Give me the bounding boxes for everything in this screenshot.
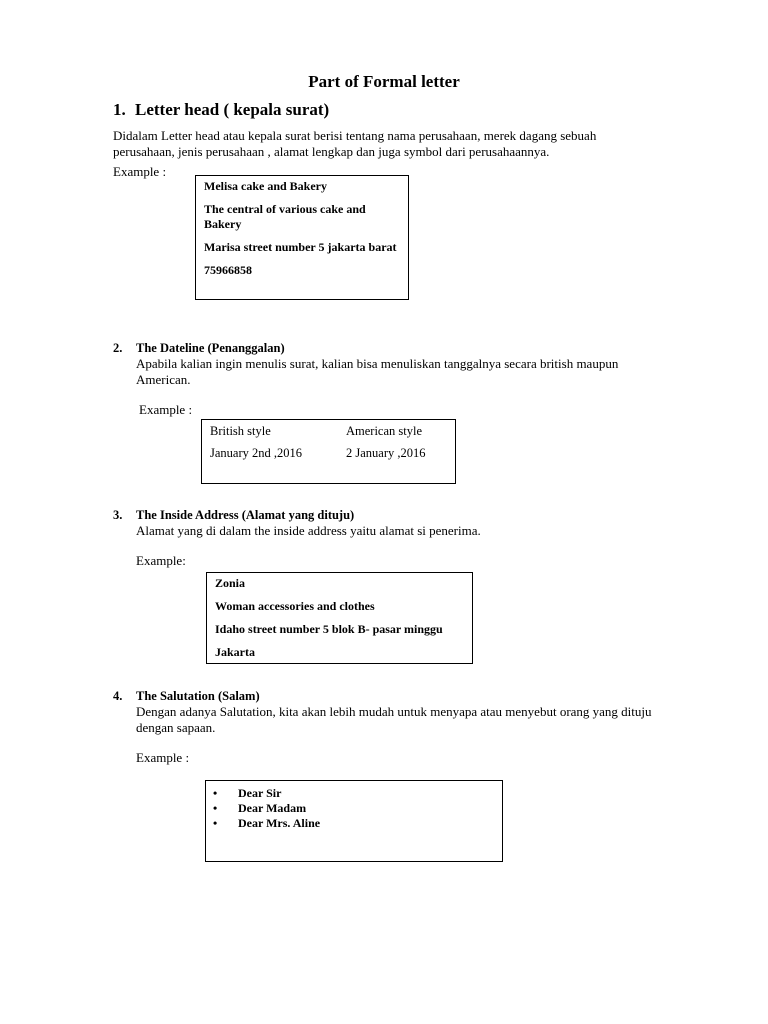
section2-number: 2. (113, 341, 123, 355)
british-style-date: January 2nd ,2016 (210, 446, 302, 460)
section1-example-label: Example : (113, 164, 167, 179)
list-item (206, 816, 502, 831)
section4-number: 4. (113, 689, 123, 703)
letterhead-line: Melisa cake and Bakery (204, 179, 327, 193)
letterhead-line: The central of various cake and Bakery (204, 202, 366, 231)
letterhead-line: Marisa street number 5 jakarta barat (204, 240, 397, 254)
bullet-icon: • (213, 816, 218, 830)
section2-example-label: Example : (139, 402, 193, 417)
american-style-header: American style (346, 424, 423, 438)
section2-description: Apabila kalian ingin menulis surat, kalian bisa menuliskan tanggalnya secara british maupun American. (136, 356, 619, 387)
salutation-text: Dear Madam (238, 801, 307, 815)
section3-description: Alamat yang di dalam the inside address yaitu alamat si penerima. (136, 523, 481, 538)
section4-heading: The Salutation (Salam) (136, 689, 260, 703)
inside-address-line: Woman accessories and clothes (215, 599, 375, 613)
salutation-list (206, 786, 502, 831)
section1-number: 1. (113, 100, 126, 119)
inside-address-line: Zonia (215, 576, 246, 590)
salutation-text: Dear Mrs. Aline (238, 816, 321, 830)
inside-address-line: Jakarta (215, 645, 255, 659)
salutation-text: Dear Sir (238, 786, 282, 800)
bullet-icon: • (213, 801, 218, 815)
section3-example-label: Example: (136, 553, 186, 568)
salutation-example-box (205, 780, 503, 862)
section1-heading-text: Letter head ( kepala surat) (135, 100, 330, 119)
letterhead-line: 75966858 (204, 263, 252, 277)
inside-address-line: Idaho street number 5 blok B- pasar minggu (215, 622, 443, 636)
letterhead-example-box (195, 175, 409, 300)
section1-description: Didalam Letter head atau kepala surat berisi tentang nama perusahaan, merek dagang sebuah perusahaan, jenis perusahaan , alamat lengkap dan juga symbol dari perusahaannya. (113, 128, 597, 159)
bullet-icon: • (213, 786, 218, 800)
section3-number: 3. (113, 508, 123, 522)
section4-example-label: Example : (136, 750, 190, 765)
british-style-header: British style (210, 424, 271, 438)
dateline-example-box (201, 419, 456, 484)
list-item (206, 786, 502, 801)
section2-heading: The Dateline (Penanggalan) (136, 341, 285, 355)
american-style-date: 2 January ,2016 (346, 446, 426, 460)
section1-heading (113, 100, 329, 120)
inside-address-example-box (206, 572, 473, 664)
list-item (206, 801, 502, 816)
section3-heading: The Inside Address (Alamat yang dituju) (136, 508, 355, 522)
section4-description: Dengan adanya Salutation, kita akan lebih mudah untuk menyapa atau menyebut orang yang dituju dengan sapaan. (136, 704, 652, 735)
page-title: Part of Formal letter (308, 72, 460, 91)
